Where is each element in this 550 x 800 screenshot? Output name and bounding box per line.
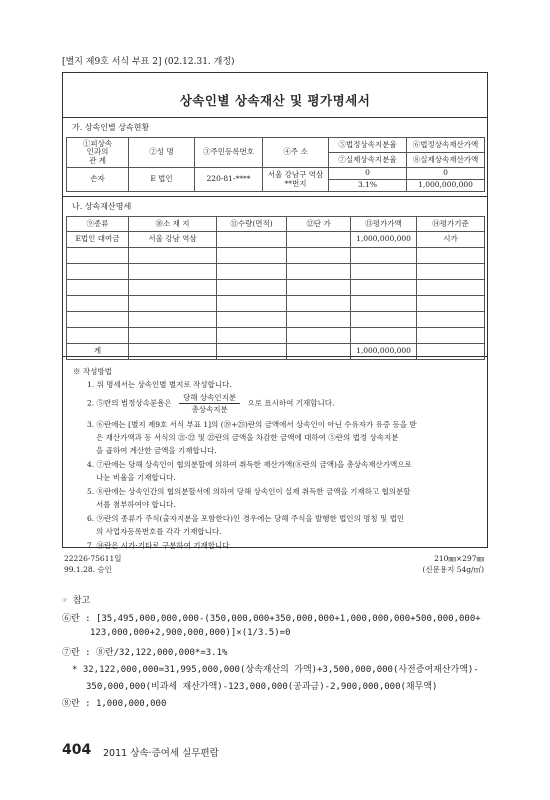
section-a-divider [63, 117, 487, 118]
total-row [67, 344, 485, 360]
cell-unit-price [287, 232, 351, 248]
page-number: 404 [62, 742, 92, 758]
cell-address: 서울 강남구 역삼 **번지 [263, 168, 329, 192]
reference-line-3: ⑦란 : ⑧란/32,122,000,000*=3.1% [62, 648, 228, 658]
cell-actual-value: 1,000,000,000 [407, 180, 485, 192]
paper-spec: (신문용지 54g/㎡) [422, 565, 484, 574]
header-assessment-basis: ⑭평가기준 [417, 217, 485, 232]
note-4: 4. ⑦란에는 당해 상속인이 협의분할에 의하여 취득한 재산가액(⑧란의 금액)을 총상속재산가액으로 나눈 비율을 기재합니다. [87, 460, 412, 482]
cell-legal-value: 0 [407, 168, 485, 180]
form-code: 22226-75611일 [64, 554, 122, 563]
header-id: ③주민등록번호 [195, 138, 263, 168]
form-label: [별지 제9호 서식 부표 2] (02.12.31. 개정) [62, 57, 235, 67]
header-unit-price: ⑫단 가 [287, 217, 351, 232]
header-assessed-value: ⑬평가가액 [351, 217, 417, 232]
approval-date: 99.1.28. 승인 [64, 565, 112, 574]
instructions-heading: ※ 작성방법 [73, 367, 112, 376]
reference-line-2: 123,000,000+2,900,000,000)]×(1/3.5)=0 [90, 628, 291, 638]
cell-name: E 법인 [129, 168, 195, 192]
table-row [67, 280, 485, 296]
header-legal-ratio: ⑤법정상속지분율 [329, 138, 407, 153]
note-3: 3. ⑥란에는 [별지 제9호 서식 부표 1]의 (⑲+㉓)란의 금액에서 상속인이 아닌 수유자가 유증 등을 받 은 재산가액과 동 서식의 ㉑·㉒ 및 ㉒란의 금액을 차감한 금액에 대하여 ⑤란의 법정 상속지분 을 곱하여 계산한 금액을 기재합니다. [87, 420, 417, 455]
book-title: 2011 상속·증여세 실무편람 [103, 748, 219, 759]
table-row [67, 296, 485, 312]
note-7: 7. ⑭란은 시가·기타로 구분하여 기재합니다. [87, 541, 232, 550]
table-row [67, 264, 485, 280]
paper-size: 210㎜×297㎜ [434, 554, 484, 563]
reference-line-5: 350,000,000(비과세 재산가액)-123,000,000(공과금)-2,900,000,000(채무액) [86, 682, 438, 692]
cell-assessment-basis: 시가 [417, 232, 485, 248]
ratio-fraction: $\frac{\text{당해 상속인지분}}{\text{총상속지분}}$ [179, 392, 240, 415]
inheritance-assets-table [66, 216, 485, 360]
table-row [67, 312, 485, 328]
form-title: 상속인별 상속재산 및 평가명세서 [179, 93, 371, 108]
reference-heading: ☞ 참고 [62, 596, 91, 606]
note-1: 1. 위 명세서는 상속인별 별지로 작성합니다. [87, 380, 232, 389]
cell-location: 서울 강남 역삼 [129, 232, 217, 248]
total-value: 1,000,000,000 [351, 344, 417, 360]
header-legal-value: ⑥법정상속재산가액 [407, 138, 485, 153]
table-row [67, 328, 485, 344]
note-5: 5. ⑧란에는 상속인간의 협의분할서에 의하여 당해 상속인이 실제 취득한 금액을 기재하고 협의분할 서를 첨부하여야 합니다. [87, 487, 411, 509]
header-address: ④주 소 [263, 138, 329, 168]
cell-quantity [217, 232, 287, 248]
form-sheet [62, 72, 488, 548]
note-6: 6. ⑨란의 종류가 주식(출자지분을 포함한다)인 경우에는 당해 주식을 발행한 법인의 명칭 및 법인 의 사업자등록번호를 각각 기재합니다. [87, 514, 405, 536]
section-b-divider [63, 196, 487, 197]
header-type: ⑨종류 [67, 217, 129, 232]
table-row [67, 248, 485, 264]
section-b-label: 나. 상속재산명세 [72, 202, 132, 211]
cell-type: E법인 대여금 [67, 232, 129, 248]
header-location: ⑩소 재 지 [129, 217, 217, 232]
reference-line-4: * 32,122,000,000=31,995,000,000(상속재산의 가액)+3,500,000,000(사전증여재산가액)- [72, 665, 479, 675]
cell-id: 220-81-**** [195, 168, 263, 192]
header-name: ②성 명 [129, 138, 195, 168]
notes-divider [63, 356, 487, 357]
note-2: 2. ⑤란의 법정상속분율은 $\frac{\text{당해 상속인지분}}{\text{총상속지분}}$ 으로 표시하여 기재합니다. [87, 393, 335, 414]
total-label: 계 [67, 344, 129, 360]
cell-actual-ratio: 3.1% [329, 180, 407, 192]
table-row [67, 232, 485, 248]
reference-line-1: ⑥란 : [35,495,000,000,000-(350,000,000+350,000,000+1,000,000,000+500,000,000+ [62, 614, 481, 624]
cell-relation: 손자 [67, 168, 129, 192]
reference-line-6: ⑧란 : 1,000,000,000 [62, 699, 167, 709]
cell-legal-ratio: 0 [329, 168, 407, 180]
header-quantity: ⑪수량(면적) [217, 217, 287, 232]
header-relation: ①피상속 인과의 관 계 [67, 138, 129, 168]
section-a-label: 가. 상속인별 상속현황 [72, 123, 150, 132]
cell-assessed-value: 1,000,000,000 [351, 232, 417, 248]
header-actual-value: ⑧실제상속재산가액 [407, 153, 485, 168]
header-actual-ratio: ⑦실제상속지분율 [329, 153, 407, 168]
inheritance-status-table [66, 137, 485, 192]
